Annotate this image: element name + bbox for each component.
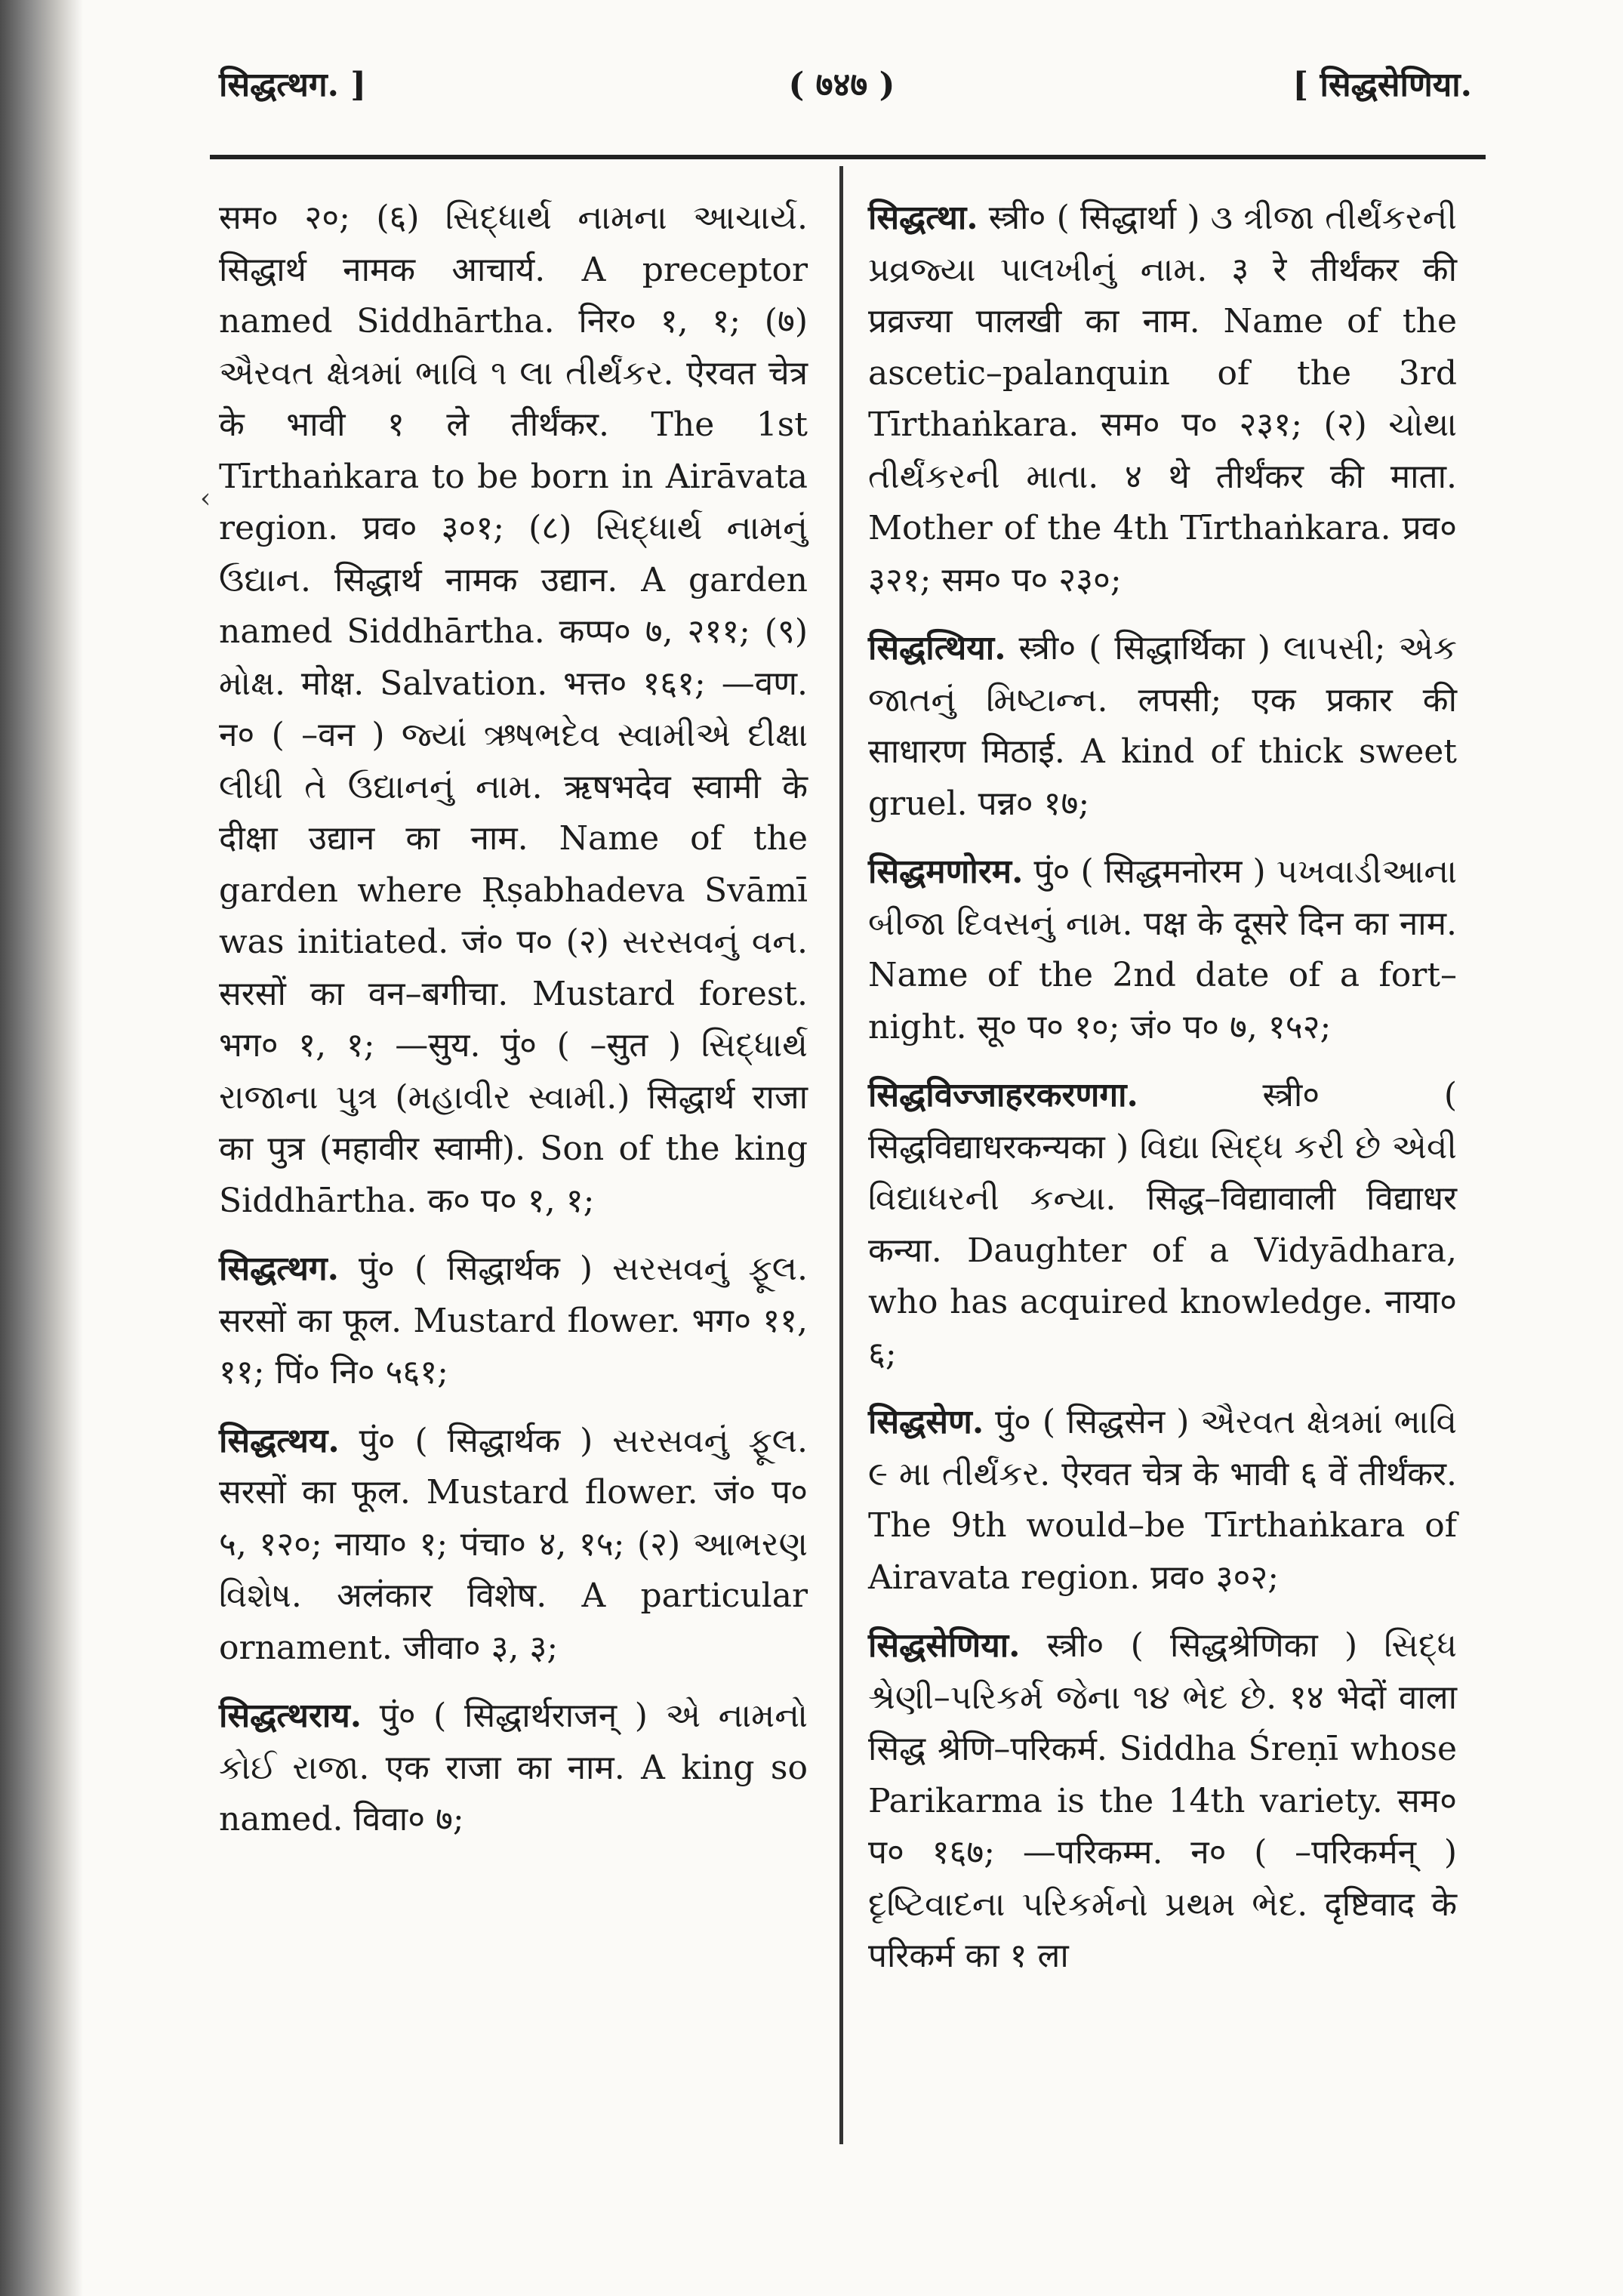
entry-text: पुं० ( सिद्धार्थक ) સરસવનું ફૂલ. सरसों का फूल. Mustard flower. जं० प० ५, १२०; नाया० १; पंचा० ४, १५; (२) આભરણ વિશેષ. अलंकार विशेष. A particular ornament. जीवा० ३, ३; (219, 1421, 808, 1667)
right-column (868, 193, 1457, 1999)
dictionary-entry (219, 1244, 808, 1399)
dictionary-entry (868, 193, 1457, 606)
entry-text: पुं० ( सिद्धार्थराजन् ) એ નામનો કોઈ રાજા. एक राजा का नाम. A king so named. विवा० ७; (219, 1697, 808, 1838)
dictionary-entry (868, 1070, 1457, 1380)
dictionary-entry (219, 1690, 808, 1846)
entry-text: स्त्री० ( सिद्धार्था ) ૩ ત્રીજા તીર્થંકરની પ્રવ્રજ્યા પાલખીનું નામ. ३ रे तीर्थंकर की प्रव्रज्या पालखी का नाम. Name of the ascetic–palanquin of the 3rd Tīrthaṅkara. सम० प० २३१; (२) ચોથા તીર્થંકરની માતા. ४ थे तीर्थंकर की माता. Mother of the 4th Tīrthaṅkara. प्रव० ३२१; सम० प० २३०; (868, 199, 1457, 599)
dictionary-entry (219, 1416, 808, 1675)
entry-headword: सिद्धत्था. (868, 199, 978, 237)
dictionary-entry (868, 623, 1457, 830)
entry-headword: सिद्धविज्जाहरकरणगा. (868, 1076, 1138, 1114)
entry-text: स्त्री० ( सिद्धश्रेणिका ) સિદ્ધ શ્રેણી–પરિકર્મ જેના ૧૪ ભેદ છે. १४ भेदों वाला सिद्ध श्रेणि–परिकर्म. Siddha Śreṇī whose Parikarma is the 14th variety. सम० प० १६७; —परिकम्म. न० ( –परिकर्मन् ) દૃષ્ટિવાદના પરિકર્મનો પ્રથમ ભેદ. दृष्टिवाद के परिकर्म का १ ला (868, 1626, 1457, 1975)
dictionary-entry (868, 1620, 1457, 1983)
left-column (219, 193, 808, 1863)
entry-text: स्त्री० ( सिद्धार्थिका ) લાપસી; એક જાતનું મિષ્ટાન્ન. लपसी; एक प्रकार की साधारण मिठाई. A kind of thick sweet gruel. पन्न० १७; (868, 629, 1457, 823)
entry-text: सम० २०; (६) સિદ્ધાર્થ નામના આચાર્ય. सिद्धार्थ नामक आचार्य. A preceptor named Siddhārtha. निर० १, १; (७) ઐરવત ક્ષેત્રમાં ભાવિ ૧ લા તીર્થંકર. ऐरवत चेत्र के भावी १ ले तीर्थंकर. The 1st Tīrthaṅkara to be born in Airāvata region. प्रव० ३०१; (८) સિદ્ધાર્થ નામનું ઉદ્યાન. सिद्धार्थ नामक उद्यान. A garden named Siddhārtha. कप्प० ७, २११; (९) મોક્ષ. मोक्ष. Salvation. भत्त० १६१; —वण. न० ( –वन ) જ્યાં ઋષભદેવ સ્વામીએ દીક્ષા લીધી તે ઉદ્યાનનું નામ. ऋषभदेव स्वामी के दीक्षा उद्यान का नाम. Name of the garden where Ṛṣabhadeva Svāmī was initiated. जं० प० (२) સરસવનું વન. सरसों का वन–बगीचा. Mustard forest. भग० १, १; —सुय. पुं० ( –सुत ) સિદ્ધાર્થ રાજાના પુત્ર (મહાવીર સ્વામી.) सिद्धार्थ राजा का पुत्र (महावीर स्वामी). Son of the king Siddhārtha. क० प० १, १; (219, 199, 808, 1220)
entry-headword: सिद्धत्थिया. (868, 629, 1006, 667)
entry-text: पुं० ( सिद्धार्थक ) સરસવનું ફૂલ. सरसों का फूल. Mustard flower. भग० ११, ११; पिं० नि० ५६१; (219, 1250, 808, 1391)
entry-text: पुं० ( सिद्धमनोरम ) પખવાડીઆના બીજા દિવસનું નામ. पक्ष के दूसरे दिन का नाम. Name of the 2nd date of a fort–night. सू० प० १०; जं० प० ७, १५२; (868, 852, 1457, 1046)
entry-headword: सिद्धत्थराय. (219, 1697, 362, 1735)
dictionary-entry (868, 1397, 1457, 1604)
entry-headword: सिद्धसेण. (868, 1403, 984, 1441)
header-right-guideword: [ सिद्धसेणिया. (1292, 66, 1472, 104)
page-number: ( ७४७ ) (788, 66, 895, 104)
entry-headword: सिद्धमणोरम. (868, 852, 1024, 891)
header-left-guideword: सिद्धत्थग. ] (219, 66, 367, 104)
entry-headword: सिद्धत्थय. (219, 1421, 340, 1460)
dictionary-entry (219, 193, 808, 1227)
entry-headword: सिद्धसेणिया. (868, 1626, 1021, 1665)
header-rule (210, 155, 1486, 159)
entry-text: पुं० ( सिद्धसेन ) ઐરવત ક્ષેત્રમાં ભાવિ ૯ મા તીર્થંકર. ऐरवत चेत्र के भावी ६ वें तीर्थंकर. The 9th would–be Tīrthaṅkara of Airavata region. प्रव० ३०२; (868, 1403, 1457, 1597)
entry-headword: सिद्धत्थग. (219, 1250, 339, 1288)
column-divider (839, 166, 843, 2144)
entry-text: स्त्री० ( सिद्धविद्याधरकन्यका ) વિદ્યા સિદ્ધ કરી છે એવી વિદ્યાધરની કન્યા. सिद्ध–विद्यावाली विद्याधर कन्या. Daughter of a Vidyādhara, who has acquired knowledge. नाया० ६; (868, 1076, 1457, 1373)
margin-mark: ‹ (200, 483, 211, 514)
dictionary-entry (868, 846, 1457, 1053)
page-header (204, 60, 1480, 151)
page-binding-shadow (0, 0, 83, 2296)
